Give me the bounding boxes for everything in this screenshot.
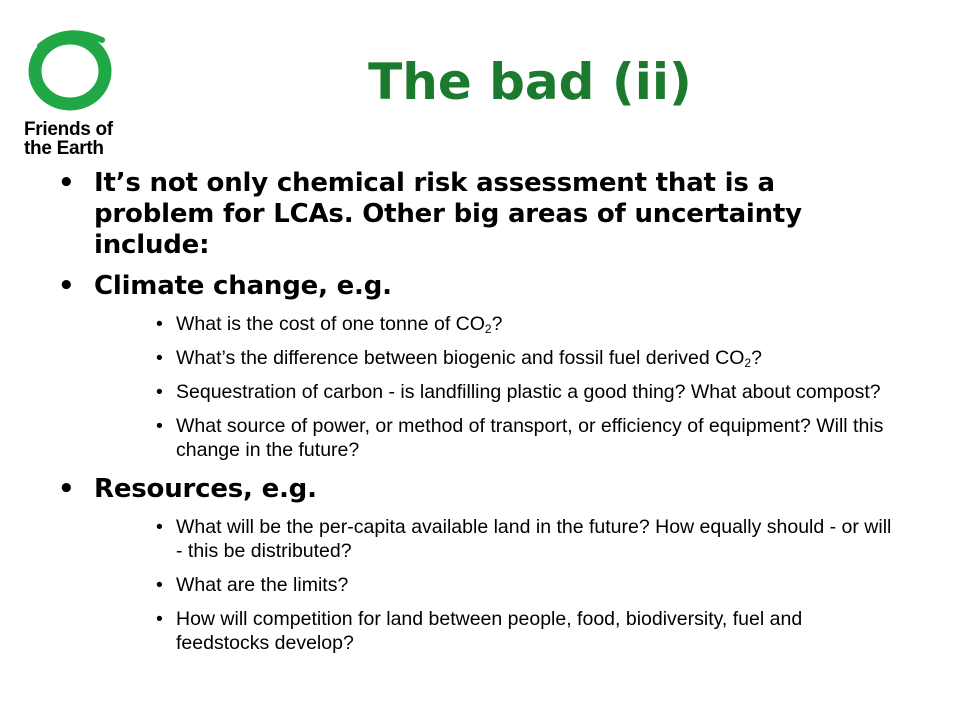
resources-list bbox=[58, 515, 898, 655]
list-item: • What are the limits? bbox=[156, 573, 898, 597]
list-item: • What’s the difference between biogenic and fossil fuel derived $CO_2$? bbox=[156, 346, 898, 370]
logo-line-2: the Earth bbox=[24, 138, 104, 159]
list-item: • What will be the per-capita available land in the future? How equally should - or will - this be distributed? bbox=[156, 515, 898, 563]
logo-line-1: Friends of bbox=[24, 119, 113, 140]
bullet-resources: • Resources, e.g. bbox=[58, 474, 898, 505]
list-item: • What source of power, or method of transport, or efficiency of equipment? Will this change in the future? bbox=[156, 414, 898, 462]
list-item: • What is the cost of one tonne of $CO_2$? bbox=[156, 312, 898, 336]
list-item: • Sequestration of carbon - is landfilling plastic a good thing? What about compost? bbox=[156, 380, 898, 404]
list-item: • How will competition for land between people, food, biodiversity, fuel and feedstocks develop? bbox=[156, 607, 898, 655]
bullet-climate-change: • Climate change, e.g. bbox=[58, 271, 898, 302]
bullet-intro: • It’s not only chemical risk assessment that is a problem for LCAs. Other big areas of uncertainty include: bbox=[58, 168, 898, 261]
logo-wordmark bbox=[24, 120, 152, 158]
slide-title: The bad (ii) bbox=[368, 53, 692, 111]
climate-change-list bbox=[58, 312, 898, 462]
slide-body bbox=[58, 168, 898, 667]
